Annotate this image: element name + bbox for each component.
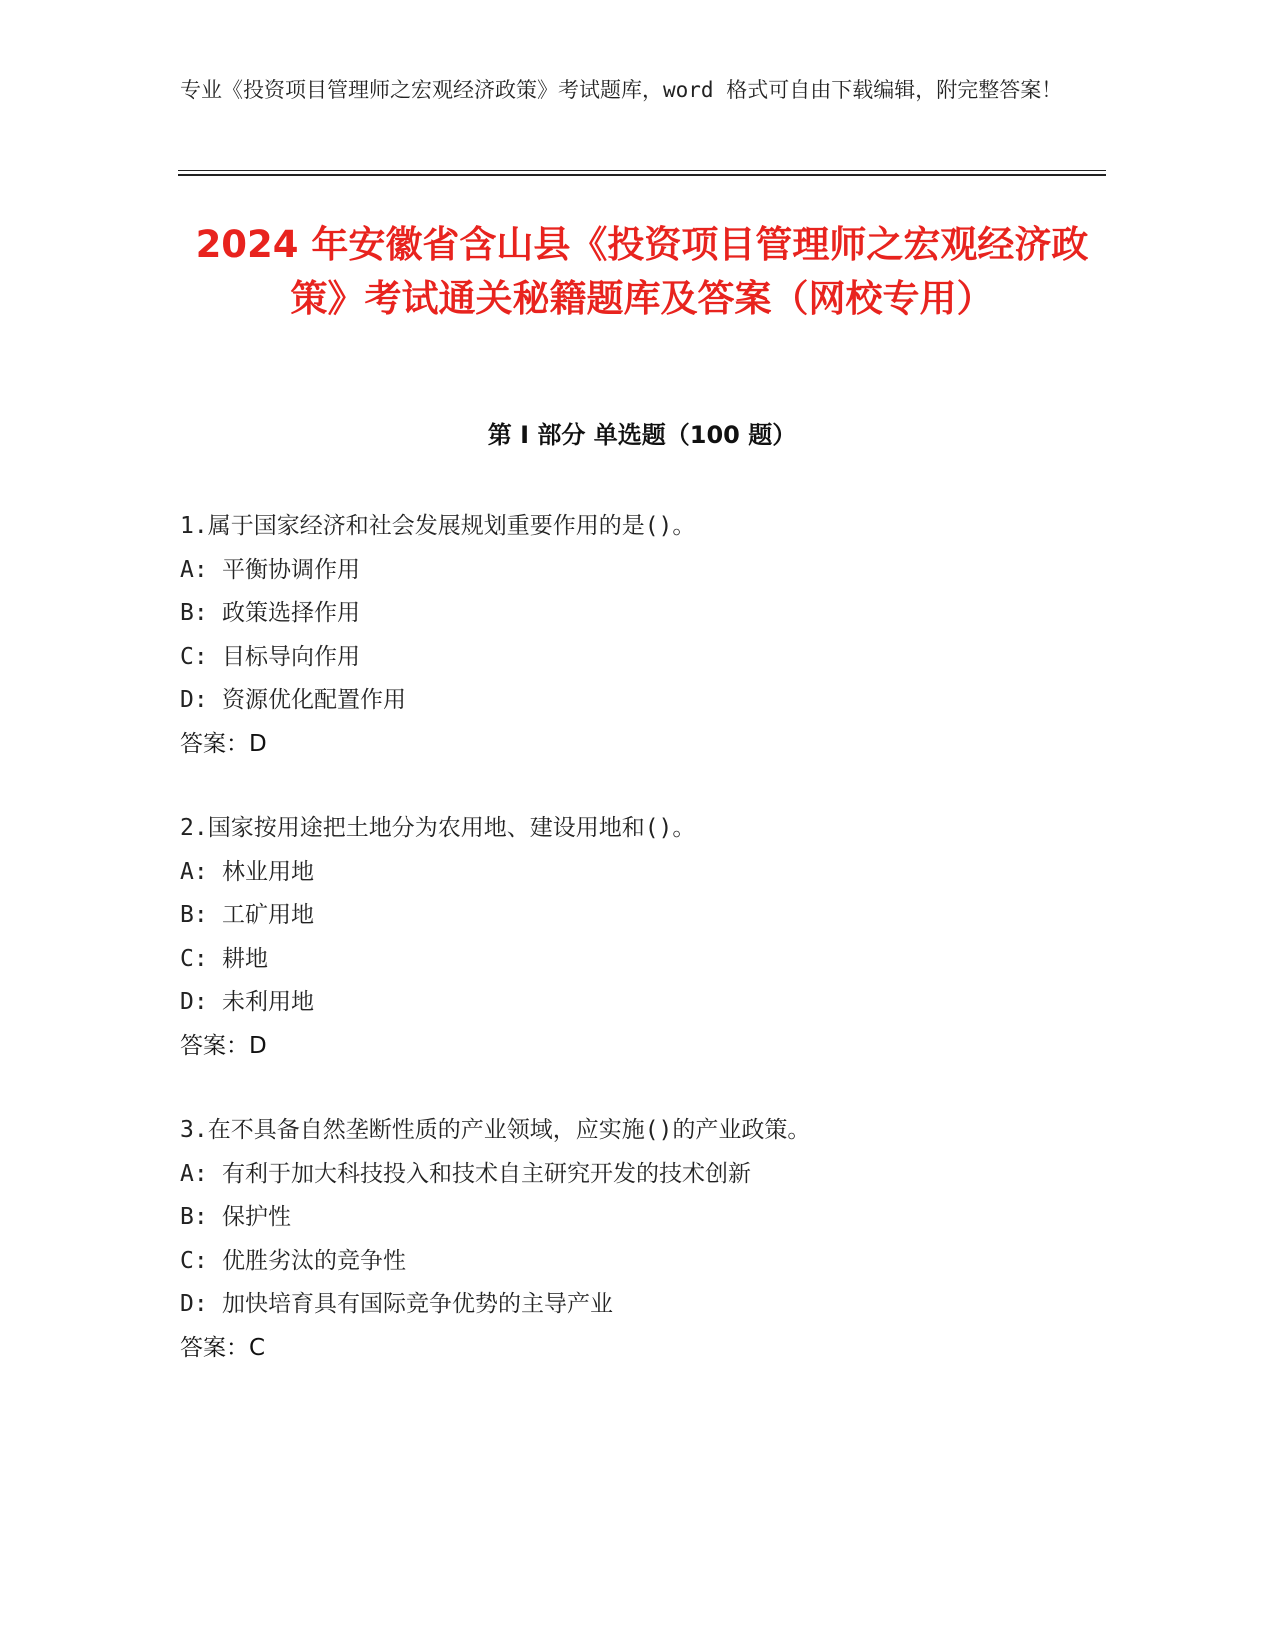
option-text: 优胜劣汰的竞争性 (222, 1247, 406, 1274)
question-item (180, 1109, 1110, 1370)
option-text: 工矿用地 (222, 902, 314, 928)
option-b (180, 1196, 1110, 1240)
option-text: 资源优化配置作用 (222, 687, 406, 713)
option-text: 政策选择作用 (222, 600, 360, 626)
option-letter: D: (180, 1291, 208, 1317)
answer-line: 答案：D (180, 730, 267, 757)
option-letter: C: (180, 1247, 208, 1274)
question-stem: 1.属于国家经济和社会发展规划重要作用的是()。 (180, 513, 696, 539)
option-text: 有利于加大科技投入和技术自主研究开发的技术创新 (222, 1160, 751, 1187)
option-letter: C: (180, 643, 208, 670)
option-text: 平衡协调作用 (222, 556, 360, 583)
question-stem: 3.在不具备自然垄断性质的产业领域，应实施()的产业政策。 (180, 1117, 811, 1143)
section-heading: 第 I 部分 单选题（100 题） (487, 421, 797, 449)
option-text: 保护性 (222, 1204, 291, 1230)
option-letter: B: (180, 1204, 208, 1230)
option-letter: D: (180, 687, 208, 713)
answer-line: 答案：C (180, 1334, 266, 1361)
option-d (180, 679, 1110, 723)
option-a (180, 549, 1110, 593)
option-c (180, 636, 1110, 680)
option-letter: C: (180, 945, 208, 972)
option-a (180, 1153, 1110, 1197)
option-a (180, 851, 1110, 895)
option-letter: B: (180, 902, 208, 928)
header-divider-thick (178, 174, 1106, 176)
option-text: 加快培育具有国际竞争优势的主导产业 (222, 1291, 613, 1317)
option-letter: A: (180, 1160, 208, 1187)
option-letter: A: (180, 858, 208, 885)
question-list (180, 505, 1110, 1411)
option-d (180, 1283, 1110, 1327)
document-title: 2024 年安徽省含山县《投资项目管理师之宏观经济政策》考试通关秘籍题库及答案（网校专用） (195, 223, 1089, 320)
question-item (180, 505, 1110, 766)
option-b (180, 592, 1110, 636)
option-letter: B: (180, 600, 208, 626)
option-c (180, 938, 1110, 982)
option-text: 目标导向作用 (222, 643, 360, 670)
option-text: 耕地 (222, 945, 268, 972)
option-text: 未利用地 (222, 989, 314, 1015)
question-item (180, 807, 1110, 1068)
option-letter: D: (180, 989, 208, 1015)
header-note: 专业《投资项目管理师之宏观经济政策》考试题库，word 格式可自由下载编辑，附完整答案！ (180, 78, 1063, 102)
answer-line: 答案：D (180, 1032, 267, 1059)
header-divider-thin (178, 170, 1106, 171)
question-stem: 2.国家按用途把土地分为农用地、建设用地和()。 (180, 815, 696, 841)
option-letter: A: (180, 556, 208, 583)
option-c (180, 1240, 1110, 1284)
option-text: 林业用地 (222, 858, 314, 885)
option-b (180, 894, 1110, 938)
option-d (180, 981, 1110, 1025)
